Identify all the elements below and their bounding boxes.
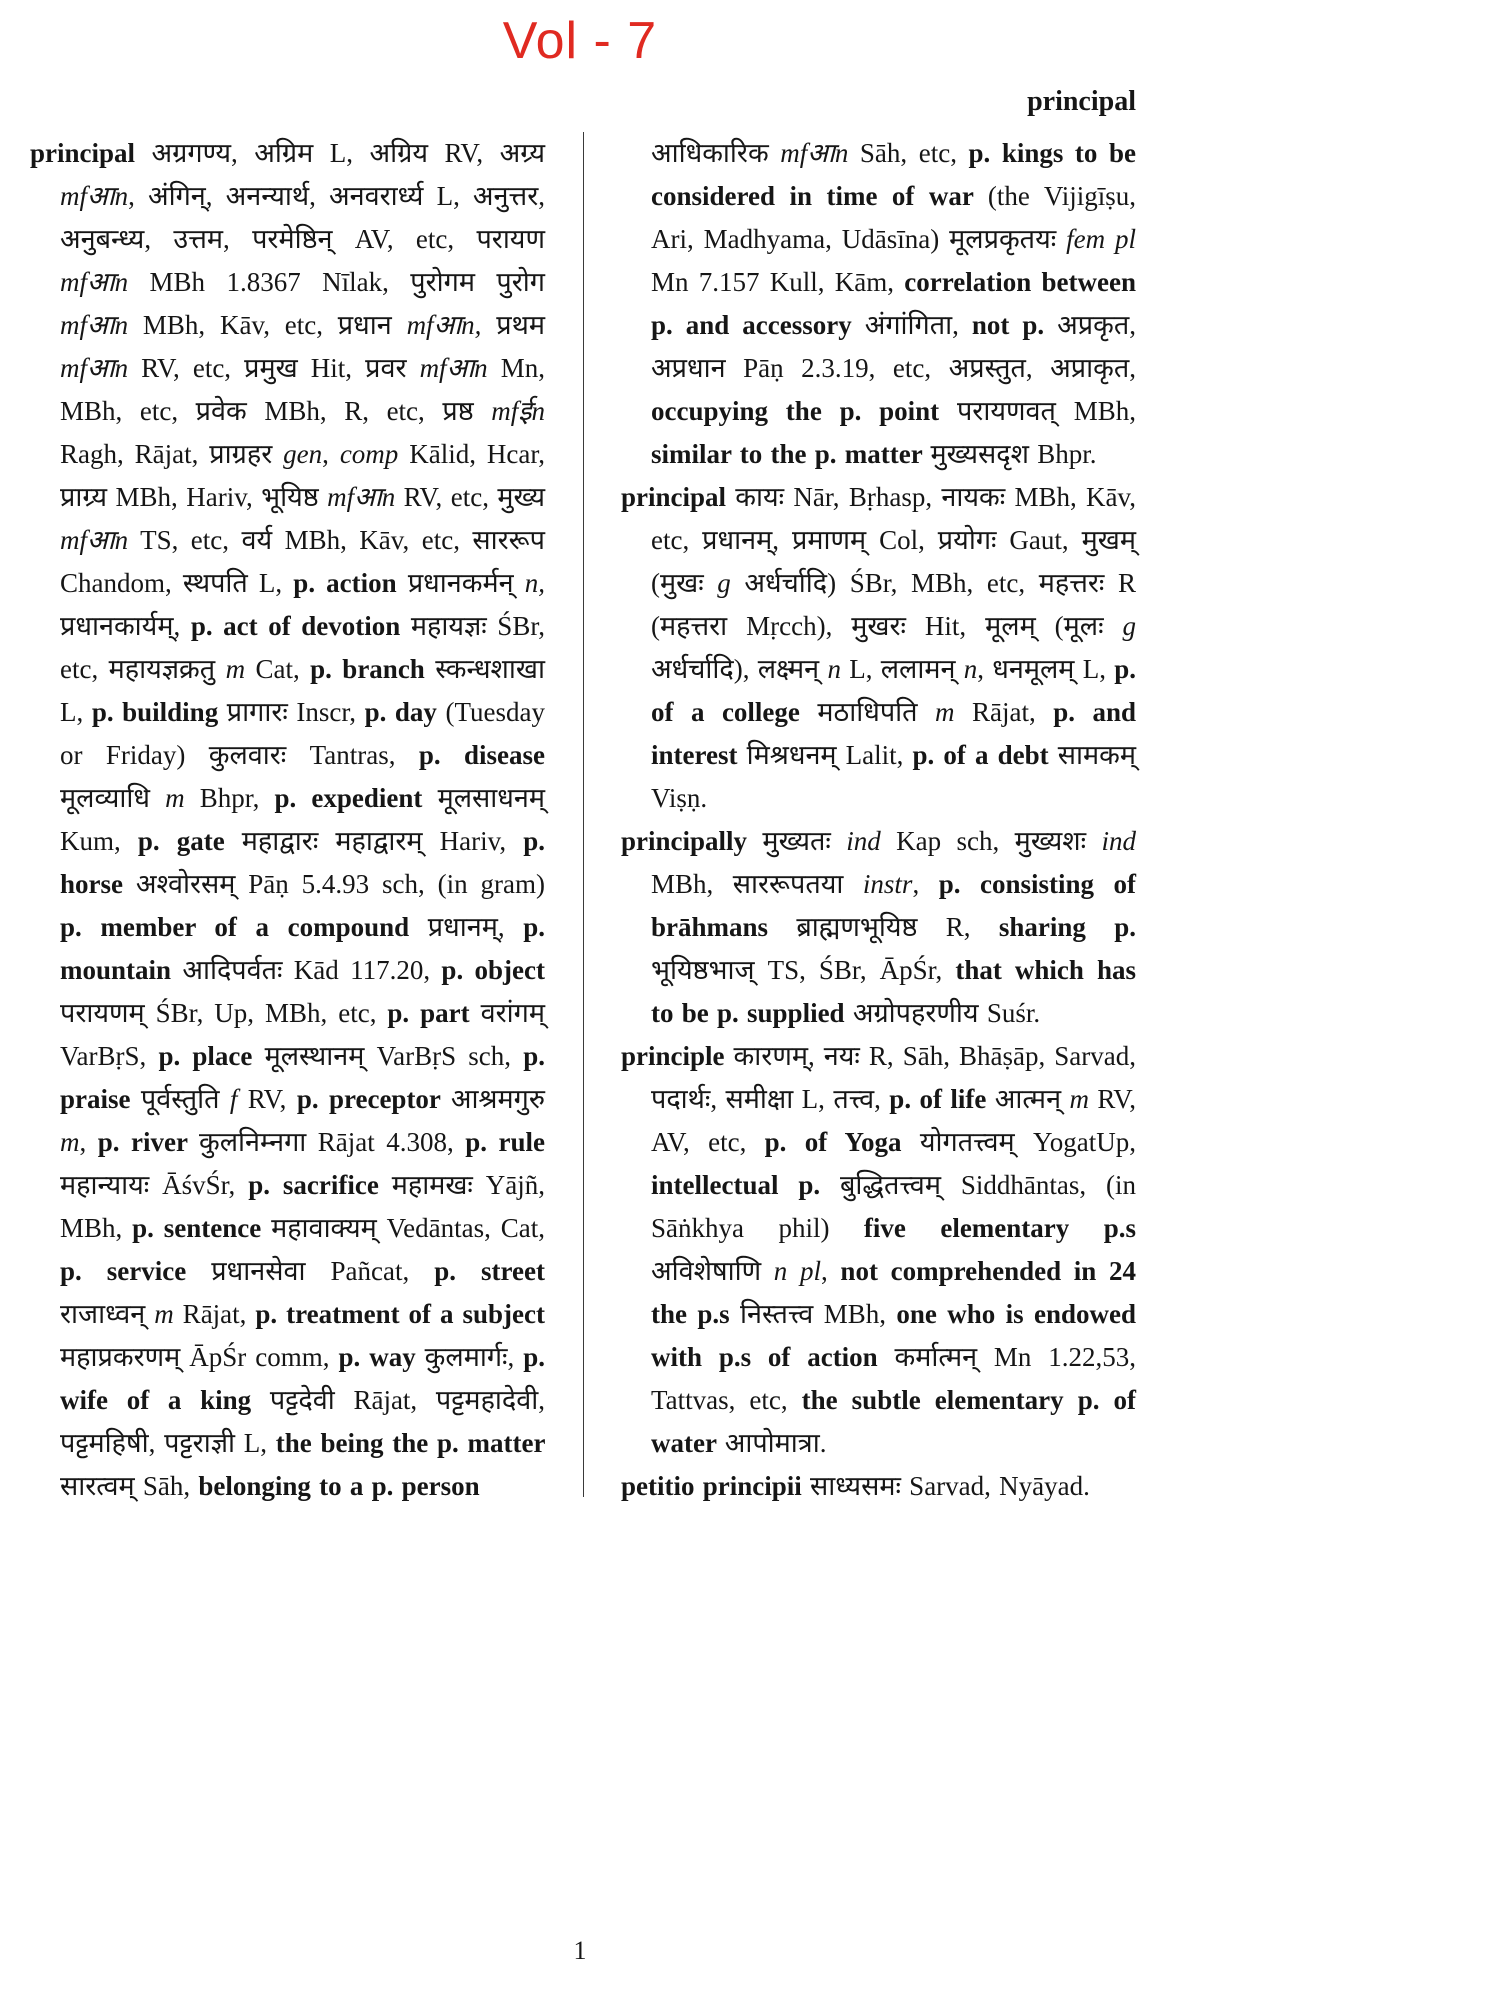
entry-text-segment: , अंगिन्, अनन्यार्थ, अनवरार्ध्य L, अनुत्तर, अनुबन्ध्य, उत्तम, परमेष्ठिन् AV, etc, परायण — [60, 181, 545, 254]
entry-text-segment: पट्टदेवी Rājat, पट्टमहादेवी, पट्टमहिषी, पट्टराज्ञी L, — [60, 1385, 546, 1458]
entry-text-segment: mfआn — [60, 310, 129, 340]
entry-text-segment: निस्तत्त्व MBh, — [740, 1299, 897, 1329]
entry-text-segment: Sāh, etc, — [848, 138, 969, 168]
entry-text-segment: gen — [283, 439, 323, 469]
entry-text-segment: महायज्ञः ŚBr, etc, महायज्ञक्रतु — [60, 611, 545, 684]
entry-text-segment: Cat, — [245, 654, 311, 684]
entry-text-segment: (the Vijigīṣu, Ari, Madhyama, Udāsīna) मूलप्रकृतयः — [651, 181, 1136, 254]
entry-text-segment: कुलनिम्नगा Rājat 4.308, — [198, 1127, 466, 1157]
entry-text-segment: comp — [339, 439, 399, 469]
entry-text-segment: m — [154, 1299, 174, 1329]
entry-text-segment: बुद्धितत्त्वम् Siddhāntas, (in Sāṅkhya phil) — [651, 1170, 1136, 1243]
entry-text-segment: n — [963, 654, 978, 684]
entry-text-segment: अर्धर्चादि) ŚBr, MBh, etc, महत्तरः R (महत्तरा Mṛcch), मुखरः Hit, मूलम् (मूलः — [651, 568, 1136, 641]
entry-text-segment: sharing p. — [998, 912, 1136, 942]
dictionary-entry-paragraph — [621, 1465, 1136, 1508]
entry-text-segment: भूयिष्ठभाज् TS, ŚBr, ĀpŚr, — [651, 955, 956, 985]
entry-text-segment: आदिपर्वतः Kād 117.20, — [182, 955, 442, 985]
entry-text-segment: Ragh, Rājat, प्राग्रहर — [60, 439, 284, 469]
entry-text-segment: अग्रोपहरणीय Suśr. — [852, 998, 1041, 1028]
entry-text-segment: p. act of devotion — [190, 611, 411, 641]
entry-text-segment: , धनमूलम् L, — [977, 654, 1115, 684]
entry-text-segment: महाप्रकरणम् ĀpŚr comm, — [60, 1342, 339, 1372]
entry-text-segment: p. kings to be considered in time of war — [651, 138, 1136, 211]
page-number: 1 — [573, 1936, 587, 1965]
entry-text-segment: p. mountain — [60, 912, 546, 985]
entry-text-segment: instr — [862, 869, 913, 899]
entry-text-segment: मूलस्थानम् VarBṛS sch, — [264, 1041, 524, 1071]
entry-text-segment: p. object — [441, 955, 545, 985]
entry-text-segment: the being the p. matter — [275, 1428, 545, 1458]
entry-text-segment: occupying the p. point — [651, 396, 957, 426]
entry-text-segment: आपोमात्रा. — [724, 1428, 827, 1458]
entry-text-segment: mfआn — [60, 525, 129, 555]
entry-text-segment: ind — [846, 826, 881, 856]
entry-text-segment: RV, AV, etc, — [651, 1084, 1136, 1157]
entry-text-segment: mfईn — [491, 396, 545, 426]
entry-text-segment: mfआn — [60, 353, 129, 383]
entry-text-segment: अविशेषाणि — [651, 1256, 774, 1286]
volume-title: Vol - 7 — [502, 12, 658, 70]
entry-text-segment: RV, etc, प्रमुख Hit, प्रवर — [128, 353, 420, 383]
entry-text-segment: प्रागारः Inscr, — [226, 697, 365, 727]
entry-text-segment: राजाध्वन् — [60, 1299, 155, 1329]
entry-text-segment: p. building — [91, 697, 227, 727]
entry-text-segment: p. service — [60, 1256, 212, 1286]
entry-text-segment: प्रधानसेवा Pañcat, — [211, 1256, 435, 1286]
entry-text-segment: p. day — [364, 697, 446, 727]
entry-continuation-paragraph — [621, 132, 1136, 476]
entry-text-segment: p. of a debt — [912, 740, 1058, 770]
entry-text-segment: RV, — [237, 1084, 297, 1114]
entry-text-segment: p. way — [338, 1342, 425, 1372]
entry-text-segment: कारणम्, नयः R, Sāh, Bhāṣāp, Sarvad, पदार्थः, समीक्षा L, तत्त्व, — [651, 1041, 1136, 1114]
entry-text-segment: , — [912, 869, 939, 899]
entry-text-segment: p. praise — [60, 1041, 546, 1114]
entry-text-segment: the subtle elementary p. of water — [651, 1385, 1136, 1458]
entry-text-segment: mfआn — [419, 353, 488, 383]
entry-text-segment: MBh, साररूपतया — [651, 869, 863, 899]
entry-text-segment: p. part — [387, 998, 481, 1028]
dictionary-entry-paragraph — [621, 1035, 1136, 1465]
dictionary-entry-paragraph — [621, 476, 1136, 820]
entry-text-segment: g — [717, 568, 731, 598]
entry-text-segment: principal — [621, 482, 736, 512]
entry-text-segment: , — [322, 439, 340, 469]
entry-text-segment: आत्मन् — [994, 1084, 1070, 1114]
entry-text-segment: m — [165, 783, 185, 813]
entry-text-segment: similar to the p. matter — [651, 439, 931, 469]
entry-text-segment: p. river — [97, 1127, 199, 1157]
entry-text-segment: , — [79, 1127, 98, 1157]
entry-text-segment: , — [820, 1256, 841, 1286]
entry-text-segment: मुख्यतः — [762, 826, 847, 856]
entry-text-segment: महावाक्यम् Vedāntas, Cat, — [271, 1213, 545, 1243]
left-column — [30, 132, 545, 1508]
entry-text-segment: अर्धर्चादि), लक्ष्मन् — [651, 654, 828, 684]
entry-text-segment: परायणवत् MBh, — [956, 396, 1136, 426]
entry-text-segment: अंगांगिता, — [864, 310, 972, 340]
entry-text-segment: p. of Yoga — [764, 1127, 920, 1157]
entry-text-segment: principal — [30, 138, 152, 168]
entry-text-segment: Kap sch, मुख्यशः — [880, 826, 1102, 856]
entry-text-segment: कायः Nār, Bṛhasp, नायकः MBh, Kāv, etc, प्रधानम्, प्रमाणम् Col, प्रयोगः Gaut, मुखम् (मुखः — [651, 482, 1136, 598]
entry-text-segment: m — [935, 697, 955, 727]
entry-text-segment: अश्वोरसम् Pāṇ 5.4.93 sch, (in gram) — [135, 869, 545, 899]
entry-text-segment: अप्रकृत, अप्रधान Pāṇ 2.3.19, etc, अप्रस्तुत, अप्राकृत, — [651, 310, 1136, 383]
entry-text-segment: p. horse — [60, 826, 545, 899]
entry-text-segment: p. gate — [137, 826, 242, 856]
entry-text-segment: प्रधानकर्मन् — [407, 568, 525, 598]
entry-text-segment: सामकम् Viṣṇ. — [651, 740, 1136, 813]
entry-text-segment: (Tuesday or Friday) कुलवारः Tantras, — [60, 697, 545, 770]
entry-text-segment: कुलमार्गः, — [424, 1342, 524, 1372]
entry-text-segment: कर्मात्मन् Mn 1.22,53, Tattvas, etc, — [651, 1342, 1136, 1415]
entry-text-segment: ind — [1101, 826, 1136, 856]
running-head: principal — [1027, 86, 1136, 117]
entry-text-segment: mfआn, — [406, 310, 482, 340]
right-column — [621, 132, 1136, 1508]
entry-text-segment: p. disease — [418, 740, 545, 770]
entry-text-segment: स्कन्धशाखा L, — [60, 654, 545, 727]
entry-text-segment: MBh, Kāv, etc, प्रधान — [128, 310, 407, 340]
entry-text-segment: not p. — [971, 310, 1058, 340]
dictionary-entry-paragraph — [621, 820, 1136, 1035]
entry-text-segment: प्रधानकार्यम्, — [60, 611, 191, 641]
entry-text-segment: Mn, MBh, etc, प्रवेक MBh, R, etc, प्रष्ठ — [60, 353, 545, 426]
entry-text-segment: वरांगम् VarBṛS, — [60, 998, 545, 1071]
entry-text-segment: intellectual p. — [651, 1170, 841, 1200]
entry-text-segment: p. of a college — [651, 654, 1136, 727]
entry-text-segment: m — [60, 1127, 80, 1157]
entry-text-segment: महामखः Yājñ, MBh, — [60, 1170, 546, 1243]
entry-text-segment: Bhpr, — [184, 783, 275, 813]
entry-text-segment: Rājat, — [173, 1299, 256, 1329]
entry-text-segment: m — [225, 654, 246, 684]
entry-text-segment: Mn 7.157 Kull, Kām, — [651, 267, 905, 297]
entry-text-segment: p. wife of a king — [60, 1342, 546, 1415]
entry-text-segment: सारत्वम् Sāh, — [60, 1471, 199, 1501]
entry-text-segment: आधिकारिक — [651, 138, 781, 168]
entry-text-segment: आश्रमगुरु — [450, 1084, 546, 1114]
entry-text-segment: f — [229, 1084, 238, 1114]
entry-text-segment: p. treatment of a subject — [255, 1299, 545, 1329]
column-divider-line — [583, 132, 584, 1497]
entry-text-segment: ब्राह्मणभूयिष्ठ R, — [796, 912, 999, 942]
entry-text-segment: p. rule — [465, 1127, 545, 1157]
entry-text-segment: RV, etc, मुख्य — [395, 482, 545, 512]
entry-text-segment: petitio principii — [621, 1471, 811, 1501]
entry-text-segment: n — [827, 654, 841, 684]
entry-text-segment: fem pl — [1066, 224, 1136, 254]
entry-text-segment: belonging to a p. person — [198, 1471, 480, 1501]
entry-text-segment: principally — [621, 826, 763, 856]
entry-text-segment: g — [1122, 611, 1136, 641]
entry-text-segment: that which has to be p. supplied — [651, 955, 1136, 1028]
entry-text-segment: MBh 1.8367 Nīlak, पुरोगम पुरोग — [128, 267, 545, 297]
entry-text-segment: one who is endowed with p.s of action — [651, 1299, 1137, 1372]
entry-text-segment: mfआn — [60, 267, 129, 297]
entry-text-segment: p. consisting of brāhmans — [651, 869, 1136, 942]
entry-text-segment: Kālid, Hcar, प्राग्र्य MBh, Hariv, भूयिष्ठ — [60, 439, 545, 512]
entry-text-segment: principle — [621, 1041, 734, 1071]
entry-text-segment: महान्यायः ĀśvŚr, — [60, 1170, 249, 1200]
entry-text-segment: p. preceptor — [296, 1084, 451, 1114]
entry-text-segment: Rājat, — [954, 697, 1054, 727]
entry-text-segment: p. of life — [889, 1084, 995, 1114]
entry-text-segment: p. sacrifice — [248, 1170, 392, 1200]
entry-text-segment: योगतत्त्वम् YogatUp, — [919, 1127, 1137, 1157]
entry-text-segment: mfआn — [780, 138, 849, 168]
entry-text-segment: p. action — [293, 568, 408, 598]
text-columns — [30, 132, 1136, 1508]
entry-text-segment: परायणम् ŚBr, Up, MBh, etc, — [60, 998, 388, 1028]
entry-text-segment: अग्रगण्य, अग्रिम L, अग्रिय RV, अग्र्य — [151, 138, 545, 168]
entry-text-segment: p. and interest — [651, 697, 1136, 770]
entry-text-segment: mfआn — [327, 482, 396, 512]
entry-text-segment: p. member of a compound — [60, 912, 428, 942]
entry-text-segment: p. sentence — [132, 1213, 272, 1243]
entry-text-segment: प्रधानम्, — [427, 912, 524, 942]
dictionary-entry-paragraph — [30, 132, 545, 1508]
entry-text-segment: महाद्वारः महाद्वारम् Hariv, — [241, 826, 524, 856]
entry-text-segment: correlation between p. and accessory — [651, 267, 1136, 340]
entry-text-segment: मिश्रधनम् Lalit, — [746, 740, 913, 770]
entry-text-segment: मूलसाधनम् Kum, — [60, 783, 546, 856]
entry-text-segment: मठाधिपति — [817, 697, 936, 727]
entry-text-segment: p. place — [158, 1041, 265, 1071]
entry-text-segment: साध्यसमः Sarvad, Nyāyad. — [810, 1471, 1090, 1501]
entry-text-segment: n, — [524, 568, 545, 598]
entry-text-segment: मूलव्याधि — [60, 783, 166, 813]
entry-text-segment: mfआn — [60, 181, 129, 211]
entry-text-segment: not comprehended in 24 the p.s — [651, 1256, 1136, 1329]
entry-text-segment: n pl — [773, 1256, 821, 1286]
entry-text-segment: p. street — [434, 1256, 545, 1286]
entry-text-segment: p. expedient — [274, 783, 438, 813]
entry-text-segment: मुख्यसदृश Bhpr. — [930, 439, 1097, 469]
entry-text-segment: प्रथम — [481, 310, 545, 340]
entry-text-segment: m — [1069, 1084, 1089, 1114]
entry-text-segment: p. branch — [310, 654, 436, 684]
entry-text-segment: पूर्वस्तुति — [140, 1084, 230, 1114]
entry-text-segment: TS, etc, वर्य MBh, Kāv, etc, साररूप Chandom, स्थपति L, — [60, 525, 545, 598]
entry-text-segment: five elementary p.s — [863, 1213, 1137, 1243]
entry-text-segment: L, ललामन् — [840, 654, 964, 684]
